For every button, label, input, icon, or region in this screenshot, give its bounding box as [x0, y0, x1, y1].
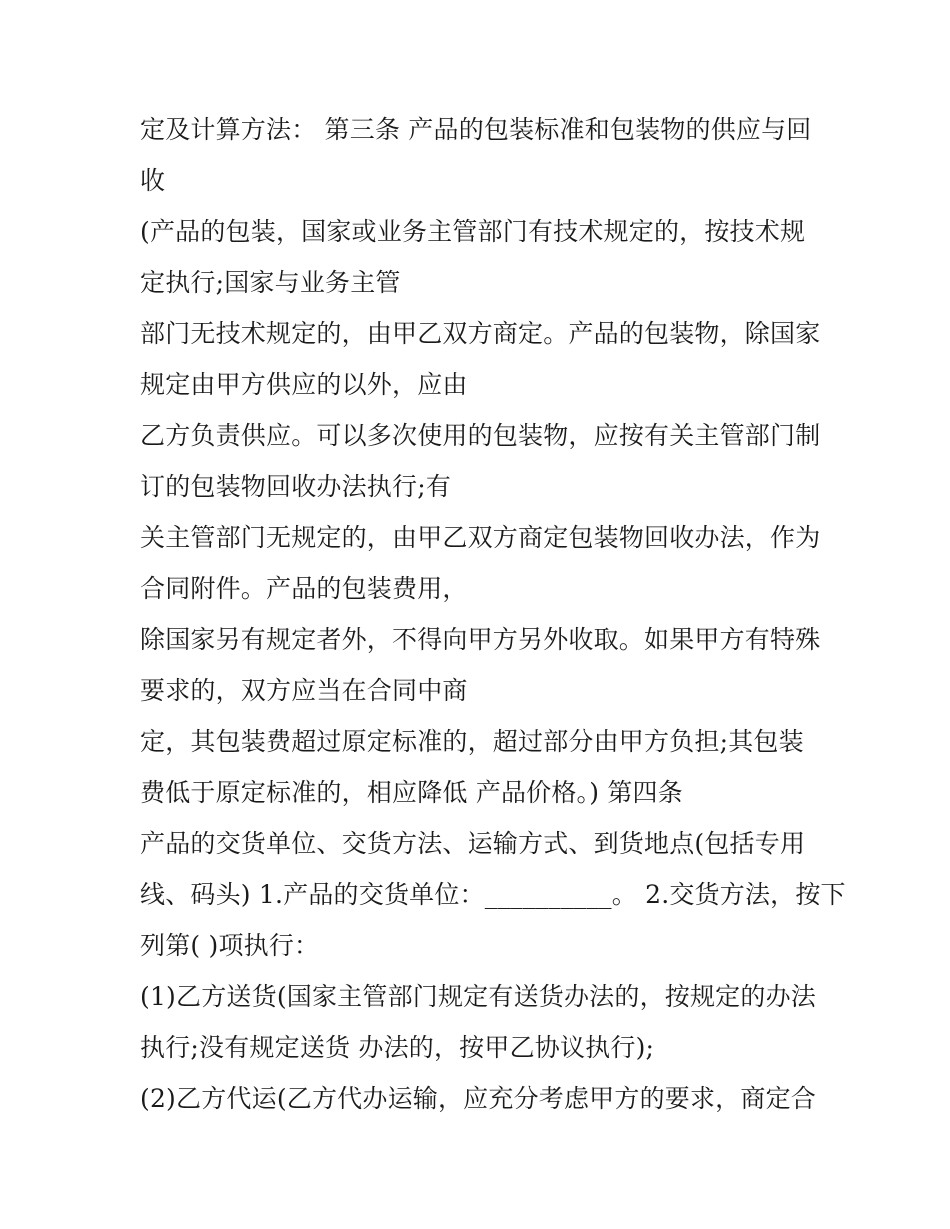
text-line: 收: [140, 166, 166, 195]
text-line: 执行;没有规定送货 办法的，按甲乙协议执行);: [140, 1033, 655, 1062]
text-line: 部门无技术规定的，由甲乙双方商定。产品的包装物，除国家: [140, 319, 821, 348]
text-line: 关主管部门无规定的，由甲乙双方商定包装物回收办法，作为: [140, 523, 821, 552]
text-line: 合同附件。产品的包装费用，: [140, 574, 468, 603]
document-body: [140, 104, 846, 1124]
text-line: (2)乙方代运(乙方代办运输，应充分考虑甲方的要求，商定合: [140, 1084, 816, 1113]
text-line: 定，其包装费超过原定标准的，超过部分由甲方负担;其包装: [140, 727, 804, 756]
text-line: 定及计算方法： 第三条 产品的包装标准和包装物的供应与回: [140, 115, 812, 144]
text-line: 线、码头) 1.产品的交货单位：__________。 2.交货方法，按下: [140, 880, 846, 909]
text-line: 产品的交货单位、交货方法、运输方式、到货地点(包括专用: [140, 829, 806, 858]
text-line: (产品的包装，国家或业务主管部门有技术规定的，按技术规: [140, 217, 806, 246]
text-line: 要求的，双方应当在合同中商: [140, 676, 468, 705]
text-line: 规定由甲方供应的以外，应由: [140, 370, 468, 399]
text-line: 乙方负责供应。可以多次使用的包装物，应按有关主管部门制: [140, 421, 821, 450]
text-line: 费低于原定标准的，相应降低 产品价格。) 第四条: [140, 778, 683, 807]
text-line: (1)乙方送货(国家主管部门规定有送货办法的，按规定的办法: [140, 982, 816, 1011]
text-line: 定执行;国家与业务主管: [140, 268, 401, 297]
text-line: 订的包装物回收办法执行;有: [140, 472, 452, 501]
text-line: 列第( )项执行：: [140, 931, 320, 960]
text-line: 除国家另有规定者外，不得向甲方另外收取。如果甲方有特殊: [140, 625, 821, 654]
